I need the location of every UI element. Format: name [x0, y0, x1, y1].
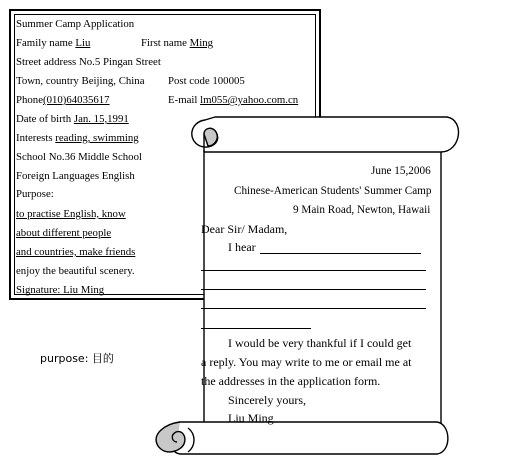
letter-org: Chinese-American Students' Summer Camp: [234, 185, 432, 197]
family-name-value: Liu: [75, 37, 91, 49]
letter-salutation: Dear Sir/ Madam,: [201, 222, 288, 236]
form-title: Summer Camp Application: [16, 18, 135, 30]
letter-address: 9 Main Road, Newton, Hawaii: [293, 204, 431, 216]
post-code: Post code 100005: [168, 75, 245, 87]
answer-blank-4: [201, 308, 426, 309]
purpose-line-2: about different people: [16, 227, 112, 239]
scroll-bottom-roll: [168, 422, 448, 454]
answer-blank-2: [201, 270, 426, 271]
letter-signer-name: Liu Ming: [228, 411, 274, 425]
letter-date: June 15,2006: [371, 165, 431, 177]
letter-opening: I hear: [228, 240, 256, 254]
first-name-label: First name: [141, 37, 187, 49]
vocabulary-note: purpose: 目的: [40, 352, 114, 365]
purpose-label: Purpose:: [16, 188, 54, 200]
dob-value: Jan. 15,1991: [73, 113, 129, 125]
answer-blank-3: [201, 289, 426, 290]
purpose-line-4: enjoy the beautiful scenery.: [16, 265, 135, 277]
scroll-top-roll: [192, 117, 459, 152]
purpose-line-3: and countries, make friends: [16, 246, 136, 258]
email-value: lm055@yahoo.com.cn: [200, 94, 299, 106]
first-name-value: Ming: [189, 37, 213, 49]
answer-blank-5: [201, 328, 311, 329]
phone-value: (010)64035617: [43, 94, 110, 106]
school: School No.36 Middle School: [16, 151, 142, 163]
town-country: Town, country Beijing, China: [16, 75, 145, 87]
answer-blank-1: [260, 253, 421, 254]
signature: Signature: Liu Ming: [16, 284, 105, 296]
family-name-label: Family name: [16, 37, 73, 49]
phone-label: Phone: [16, 94, 43, 106]
purpose-line-1: to practise English, know: [16, 208, 126, 220]
letter-sign-off: Sincerely yours,: [228, 393, 306, 407]
email-label: E-mail: [168, 94, 198, 106]
letter-closing-line-2: a reply. You may write to me or email me at: [201, 355, 412, 369]
letter-closing-line-1: I would be very thankful if I could get: [228, 336, 412, 350]
interests-value: reading, swimming: [55, 132, 139, 144]
foreign-language: Foreign Languages English: [16, 170, 135, 182]
letter-closing-line-3: the addresses in the application form.: [201, 374, 381, 388]
street-address: Street address No.5 Pingan Street: [16, 56, 161, 68]
interests-label: Interests: [16, 132, 53, 144]
dob-label: Date of birth: [16, 113, 72, 125]
